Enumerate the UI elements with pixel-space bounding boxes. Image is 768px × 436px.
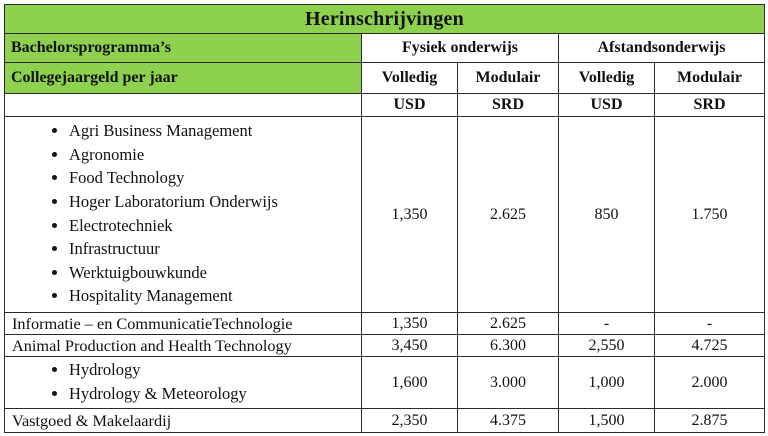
bachelor-programs-label: Bachelorsprogramma’s (5, 34, 362, 63)
list-item: • Hospitality Management (69, 284, 355, 308)
value-cell: 3,450 (362, 335, 458, 357)
value-cell: 1.750 (655, 117, 765, 313)
tuition-fee-table (4, 4, 765, 433)
program-name: Animal Production and Health Technology (5, 335, 362, 357)
currency-row-empty-cell (5, 94, 362, 117)
value-cell: 2.625 (458, 117, 559, 313)
table-row (5, 357, 765, 409)
sub-modulair-fysiek: Modulair (458, 63, 559, 94)
currency-usd-afstand: USD (559, 94, 655, 117)
table-row (5, 117, 765, 313)
value-cell: - (655, 313, 765, 335)
value-cell: 3.000 (458, 357, 559, 409)
program-list-cell (5, 117, 362, 313)
title-row (5, 5, 765, 34)
program-list-cell (5, 357, 362, 409)
list-item: • Agri Business Management (69, 119, 355, 143)
value-cell: 2.875 (655, 409, 765, 433)
group-fysiek-onderwijs: Fysiek onderwijs (362, 34, 559, 63)
fee-table-container (4, 4, 764, 432)
sub-modulair-afstand: Modulair (655, 63, 765, 94)
table-row (5, 335, 765, 357)
list-item: • Werktuigbouwkunde (69, 261, 355, 285)
value-cell: 1,350 (362, 313, 458, 335)
value-cell: 1,600 (362, 357, 458, 409)
value-cell: 2,550 (559, 335, 655, 357)
value-cell: 1,500 (559, 409, 655, 433)
list-item: • Food Technology (69, 166, 355, 190)
sub-volledig-afstand: Volledig (559, 63, 655, 94)
header-row-sub (5, 63, 765, 94)
currency-srd-afstand: SRD (655, 94, 765, 117)
list-item: • Hydrology (69, 358, 355, 382)
value-cell: 1,000 (559, 357, 655, 409)
header-row-groups (5, 34, 765, 63)
value-cell: 2,350 (362, 409, 458, 433)
table-row (5, 313, 765, 335)
list-item: • Agronomie (69, 143, 355, 167)
value-cell: 1,350 (362, 117, 458, 313)
program-list (11, 119, 355, 308)
value-cell: 6.300 (458, 335, 559, 357)
table-row (5, 409, 765, 433)
value-cell: 4.725 (655, 335, 765, 357)
value-cell: 2.000 (655, 357, 765, 409)
tuition-label: Collegejaargeld per jaar (5, 63, 362, 94)
program-list (11, 358, 355, 405)
value-cell: 2.625 (458, 313, 559, 335)
table-title: Herinschrijvingen (5, 5, 765, 34)
currency-usd-fysiek: USD (362, 94, 458, 117)
currency-srd-fysiek: SRD (458, 94, 559, 117)
list-item: • Electrotechniek (69, 214, 355, 238)
group-afstandsonderwijs: Afstandsonderwijs (559, 34, 765, 63)
sub-volledig-fysiek: Volledig (362, 63, 458, 94)
value-cell: - (559, 313, 655, 335)
value-cell: 850 (559, 117, 655, 313)
program-name: Informatie – en CommunicatieTechnologie (5, 313, 362, 335)
list-item: • Infrastructuur (69, 237, 355, 261)
value-cell: 4.375 (458, 409, 559, 433)
list-item: • Hoger Laboratorium Onderwijs (69, 190, 355, 214)
currency-row (5, 94, 765, 117)
list-item: • Hydrology & Meteorology (69, 382, 355, 406)
program-name: Vastgoed & Makelaardij (5, 409, 362, 433)
